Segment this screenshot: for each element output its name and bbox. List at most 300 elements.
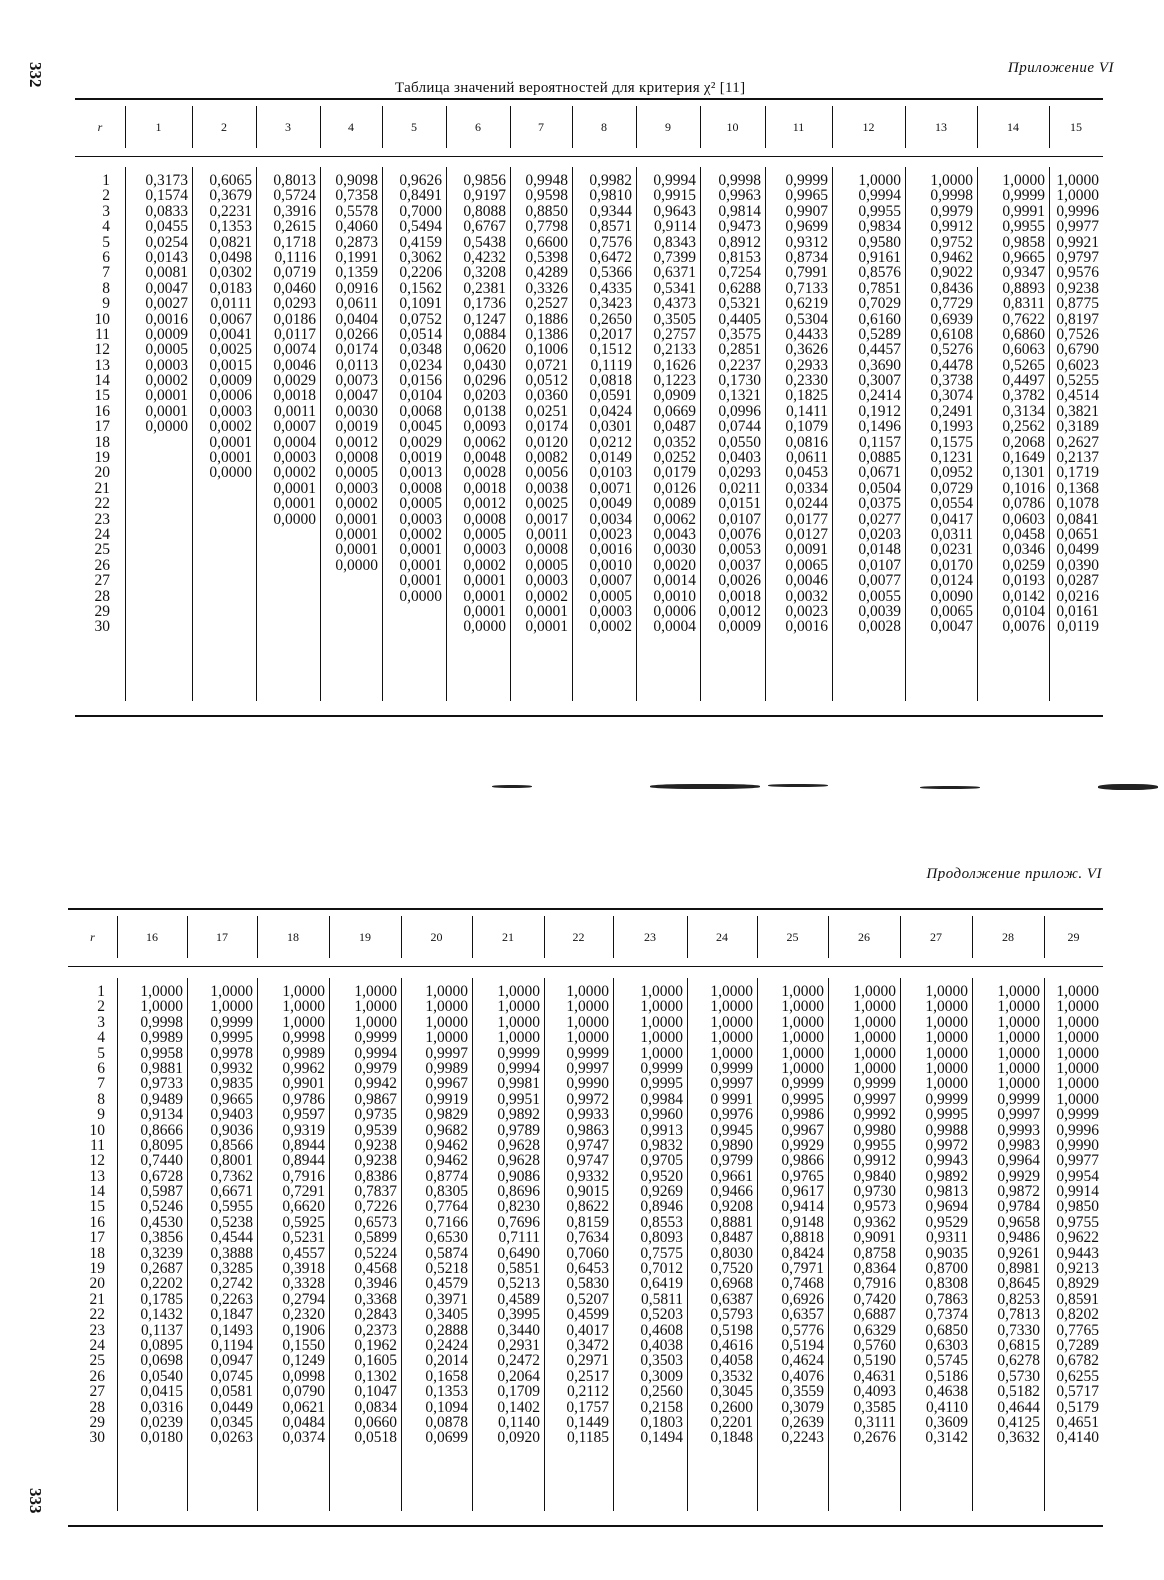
table-cell: 1,0000 (1056, 983, 1099, 1000)
table-cell: 0,9856 (463, 172, 506, 189)
table-cell: 0,0698 (140, 1352, 183, 1370)
table-cell: 0,0000 (335, 556, 378, 574)
table-cell: 0,5304 (785, 310, 828, 328)
table-cell: 0,1249 (282, 1352, 325, 1370)
table-cell: 0,0231 (930, 541, 973, 559)
table-cell: 0,0375 (858, 495, 901, 513)
table-cell: 0,9892 (497, 1106, 540, 1124)
table-cell: 0,0027 (145, 295, 188, 313)
table-cell: 0,8881 (710, 1213, 753, 1231)
table-cell: 0,5730 (997, 1367, 1040, 1385)
table-cell: 0,2158 (640, 1398, 683, 1416)
table-cell: 0,8700 (925, 1260, 968, 1278)
row-number: 26 (89, 1367, 105, 1385)
table-cell: 1,0000 (853, 1013, 896, 1031)
table-cell: 0,9976 (710, 1106, 753, 1124)
table-cell: 0,0621 (282, 1398, 325, 1416)
table-cell: 0,9914 (1056, 1183, 1099, 1201)
column-values (832, 173, 901, 635)
table-cell: 0,0001 (145, 387, 188, 405)
table-cell: 0,2600 (710, 1398, 753, 1416)
table-cell: 0,2560 (640, 1383, 683, 1401)
column-values (1049, 173, 1099, 635)
table-cell: 0,8436 (930, 279, 973, 297)
table-cell: 0,0699 (425, 1429, 468, 1447)
table-cell: 0,0148 (858, 541, 901, 559)
table-cell: 0,8491 (399, 187, 442, 205)
table-cell: 0,9489 (140, 1090, 183, 1108)
table-cell: 0,0091 (785, 541, 828, 559)
column-values (687, 984, 753, 1446)
table-cell: 0,9462 (425, 1152, 468, 1170)
table-cell: 0,7374 (925, 1306, 968, 1324)
table-cell: 0,0090 (930, 587, 973, 605)
row-number: 3 (97, 1013, 105, 1031)
row-number: 13 (94, 356, 110, 374)
table-cell: 0,0177 (785, 510, 828, 528)
table-cell: 0,1550 (282, 1336, 325, 1354)
table-cell: 0,9999 (566, 1044, 609, 1062)
table-cell: 0,8364 (853, 1260, 896, 1278)
table-cell: 0,1993 (930, 418, 973, 436)
table-cell: 1,0000 (853, 1059, 896, 1077)
row-number: 27 (89, 1383, 105, 1401)
table-cell: 0,0346 (1002, 541, 1045, 559)
table-cell: 0,9022 (930, 264, 973, 282)
table-cell: 0,4289 (525, 264, 568, 282)
table-cell: 0,0003 (335, 479, 378, 497)
table-cell: 0,6939 (930, 310, 973, 328)
table-cell: 0,0790 (282, 1383, 325, 1401)
table-cell: 0,9997 (997, 1106, 1040, 1124)
column-values (900, 984, 968, 1446)
table-cell: 0,0062 (463, 433, 506, 451)
table-cell: 0,9994 (653, 172, 696, 189)
table-cell: 0,6065 (209, 172, 252, 189)
table-cell: 0,0000 (209, 464, 252, 482)
table-cell: 0,8013 (273, 172, 316, 189)
table-cell: 0,0067 (209, 310, 252, 328)
table-cell: 0,5987 (140, 1183, 183, 1201)
row-number: 16 (89, 1213, 105, 1231)
table-cell: 0,3074 (930, 387, 973, 405)
table-cell: 0,9963 (718, 187, 761, 205)
table-cell: 0,0015 (209, 356, 252, 374)
table-cell: 0,9999 (1002, 187, 1045, 205)
table-cell: 1,0000 (1056, 1075, 1099, 1093)
table-cell: 0,3423 (589, 295, 632, 313)
table-cell: 0,9972 (566, 1090, 609, 1108)
table-cell: 0,1353 (425, 1383, 468, 1401)
table-cell: 0,0390 (1056, 556, 1099, 574)
table-cell: 0,9992 (853, 1106, 896, 1124)
table-cell: 0,9858 (1002, 233, 1045, 251)
table-cell: 0,9261 (997, 1244, 1040, 1262)
table-cell: 0,0179 (653, 464, 696, 482)
column-header: 19 (359, 930, 371, 944)
table-cell: 0,0104 (1002, 602, 1045, 620)
row-number: 7 (102, 264, 110, 282)
table-cell: 0,9705 (640, 1152, 683, 1170)
table-cell: 0,9972 (925, 1136, 968, 1154)
table-cell: 0,4232 (463, 248, 506, 266)
table-cell: 0,0056 (525, 464, 568, 482)
table-cell: 0,6728 (140, 1167, 183, 1185)
table-cell: 0,4017 (566, 1321, 609, 1339)
row-number: 4 (97, 1029, 105, 1047)
table-cell: 0,9999 (354, 1029, 397, 1047)
row-number: 16 (94, 402, 110, 420)
table-cell: 0,9752 (930, 233, 973, 251)
table-cell: 1,0000 (425, 1029, 468, 1047)
table-cell: 0,4497 (1002, 372, 1045, 390)
table-cell: 0,4335 (589, 279, 632, 297)
table-cell: 0,0019 (399, 449, 442, 467)
table-cell: 0,0821 (209, 233, 252, 251)
table-cell: 0,2133 (653, 341, 696, 359)
table-cell: 0,0008 (335, 449, 378, 467)
table-cell: 1,0000 (1056, 1059, 1099, 1077)
table-cell: 0,0002 (145, 372, 188, 390)
table-cell: 0,0744 (718, 418, 761, 436)
table-cell: 1,0000 (640, 1044, 683, 1062)
table-cell: 0,8666 (140, 1121, 183, 1139)
table-cell: 0,0003 (209, 402, 252, 420)
table-cell: 1,0000 (997, 983, 1040, 1000)
table-cell: 0,9213 (1056, 1260, 1099, 1278)
table-cell: 0,9994 (354, 1044, 397, 1062)
table-cell: 0,3679 (209, 187, 252, 205)
table-cell: 0,0002 (399, 525, 442, 543)
table-cell: 0,3062 (399, 248, 442, 266)
column-header: 22 (572, 930, 585, 944)
column-values (1044, 984, 1099, 1446)
table-cell: 0,1353 (209, 218, 252, 236)
table-cell: 1,0000 (710, 1044, 753, 1062)
table-cell: 0,0816 (785, 433, 828, 451)
table-cell: 0,9238 (1056, 279, 1099, 297)
table-cell: 0,1719 (1056, 464, 1099, 482)
table-cell: 0,3472 (566, 1336, 609, 1354)
table-cell: 0,1494 (640, 1429, 683, 1447)
column-header: 14 (1007, 120, 1019, 134)
row-number: 20 (94, 464, 110, 482)
table-cell: 0,0885 (858, 449, 901, 467)
table-cell: 0,0334 (785, 479, 828, 497)
table-cell: 0,0721 (525, 356, 568, 374)
table-cell: 0,8850 (525, 202, 568, 220)
table-cell: 0,9995 (781, 1090, 824, 1108)
table-cell: 0,3585 (853, 1398, 896, 1416)
table-cell: 0,1574 (145, 187, 188, 205)
table-cell: 0,2243 (781, 1429, 824, 1447)
table-bottom-rule (75, 715, 1103, 717)
table-cell: 0,8893 (1002, 279, 1045, 297)
table-cell: 0,0002 (525, 587, 568, 605)
table-cell: 0,8981 (997, 1260, 1040, 1278)
table-cell: 0,0193 (1002, 572, 1045, 590)
table-cell: 0,0449 (210, 1398, 253, 1416)
table-cell: 0,9960 (640, 1106, 683, 1124)
table-cell: 0,0047 (930, 618, 973, 636)
row-number: 14 (89, 1183, 105, 1201)
table-cell: 0,5899 (354, 1229, 397, 1247)
table-cell: 1,0000 (710, 998, 753, 1016)
table-cell: 0,9912 (853, 1152, 896, 1170)
table-cell: 1,0000 (425, 1013, 468, 1031)
table-cell: 0,0008 (399, 479, 442, 497)
appendix-label: Приложение VI (1007, 60, 1114, 76)
table-cell: 0,9929 (997, 1167, 1040, 1185)
column-values (510, 173, 568, 635)
table-cell: 0,5851 (497, 1260, 540, 1278)
table-cell: 0,2971 (566, 1352, 609, 1370)
table-cell: 0,3856 (140, 1229, 183, 1247)
table-cell: 0,2202 (140, 1275, 183, 1293)
table-cell: 0,0920 (497, 1429, 540, 1447)
table-cell: 0,0005 (145, 341, 188, 359)
table-cell: 0,7634 (566, 1229, 609, 1247)
row-number: 14 (94, 372, 110, 390)
table-cell: 0,0002 (335, 495, 378, 513)
scan-smudge (1098, 784, 1158, 790)
table-cell: 0,8818 (781, 1229, 824, 1247)
table-cell: 0,0005 (463, 525, 506, 543)
row-number: 9 (97, 1106, 105, 1124)
table-cell: 0,2112 (566, 1383, 609, 1401)
table-cell: 0,5811 (640, 1290, 683, 1308)
table-cell: 1,0000 (781, 983, 824, 1000)
table-cell: 0,9658 (997, 1213, 1040, 1231)
table-cell: 0,0003 (589, 602, 632, 620)
table-cell: 0,0424 (589, 402, 632, 420)
column-header: 25 (786, 930, 799, 944)
table-cell: 0,0012 (718, 602, 761, 620)
column-values (472, 984, 540, 1446)
table-cell: 0,0345 (210, 1413, 253, 1431)
table-cell: 0,9958 (140, 1044, 183, 1062)
table-cell: 0,4557 (282, 1244, 325, 1262)
table-cell: 0,9036 (210, 1121, 253, 1139)
table-cell: 0,6573 (354, 1213, 397, 1231)
table-cell: 0,4093 (853, 1383, 896, 1401)
table-cell: 0,0293 (718, 464, 761, 482)
table-cell: 0,9979 (930, 202, 973, 220)
table-cell: 0,1194 (210, 1336, 253, 1354)
table-cell: 0,9977 (1056, 1152, 1099, 1170)
table-cell: 0,1157 (858, 433, 901, 451)
table-cell: 0,6490 (497, 1244, 540, 1262)
table-cell: 0,9907 (785, 202, 828, 220)
table-cell: 0,8343 (653, 233, 696, 251)
table-cell: 0,5255 (1056, 372, 1099, 390)
table-cell: 0,1906 (282, 1321, 325, 1339)
table-cell: 0,0047 (145, 279, 188, 297)
row-number: 28 (94, 587, 110, 605)
column-header: 27 (930, 930, 942, 944)
table-cell: 0,0126 (653, 479, 696, 497)
table-cell: 0,5321 (718, 295, 761, 313)
table-cell: 0,1079 (785, 418, 828, 436)
table-cell: 0,4579 (425, 1275, 468, 1293)
table-cell: 0,9747 (566, 1152, 609, 1170)
table-cell: 0,9755 (1056, 1213, 1099, 1231)
row-number: 1 (97, 983, 105, 1000)
table-cell: 0,9797 (1056, 248, 1099, 266)
table-cell: 0,0348 (399, 341, 442, 359)
table-cell: 0,7029 (858, 295, 901, 313)
table-cell: 0,0404 (335, 310, 378, 328)
table-cell: 0,0032 (785, 587, 828, 605)
table-cell: 0,9954 (1056, 1167, 1099, 1185)
table-cell: 0,8253 (997, 1290, 1040, 1308)
table-cell: 0,9995 (210, 1029, 253, 1047)
table-cell: 0,2237 (718, 356, 761, 374)
table-cell: 0,0001 (273, 495, 316, 513)
table-cell: 0,0018 (718, 587, 761, 605)
table-cell: 0,0149 (589, 449, 632, 467)
table-cell: 0,9997 (853, 1090, 896, 1108)
table-cell: 0,8553 (640, 1213, 683, 1231)
table-cell: 0,1301 (1002, 464, 1045, 482)
table-cell: 0,9661 (710, 1167, 753, 1185)
table-cell: 0,6219 (785, 295, 828, 313)
table-cell: 0,2627 (1056, 433, 1099, 451)
table-cell: 0,3782 (1002, 387, 1045, 405)
column-header: 28 (1002, 930, 1014, 944)
table-cell: 0,9988 (925, 1121, 968, 1139)
row-number: 4 (102, 218, 110, 236)
table-cell: 0,9098 (335, 172, 378, 189)
table-cell: 0,0103 (589, 464, 632, 482)
table-cell: 0,1047 (354, 1383, 397, 1401)
table-cell: 0,9998 (282, 1029, 325, 1047)
table-cell: 0,3328 (282, 1275, 325, 1293)
table-cell: 0,0403 (718, 449, 761, 467)
table-cell: 1,0000 (781, 998, 824, 1016)
table-cell: 0,7765 (1056, 1321, 1099, 1339)
table-cell: 0,9997 (710, 1075, 753, 1093)
table-cell: 0,0138 (463, 402, 506, 420)
table-cell: 1,0000 (566, 983, 609, 1000)
row-number: 2 (97, 998, 105, 1016)
table-cell: 1,0000 (925, 1013, 968, 1031)
table-cell: 1,0000 (1056, 1013, 1099, 1031)
table-cell: 0,0023 (589, 525, 632, 543)
table-cell: 0,5578 (335, 202, 378, 220)
row-numbers (77, 984, 105, 1446)
table-cell: 0,9997 (425, 1044, 468, 1062)
table-cell: 0,6160 (858, 310, 901, 328)
table-cell: 0,9915 (653, 187, 696, 205)
table-cell: 0,9319 (282, 1121, 325, 1139)
row-number: 30 (94, 618, 110, 636)
table-top-rule (75, 98, 1103, 100)
row-number: 22 (94, 495, 110, 513)
table-cell: 0,0458 (1002, 525, 1045, 543)
table-cell: 0,0018 (463, 479, 506, 497)
table-cell: 0,1803 (640, 1413, 683, 1431)
table-cell: 0,0082 (525, 449, 568, 467)
table-cell: 0,9789 (497, 1121, 540, 1139)
table-cell: 0,5793 (710, 1306, 753, 1324)
table-cell: 0,0719 (273, 264, 316, 282)
table-cell: 0,0009 (209, 372, 252, 390)
table-cell: 0,3916 (273, 202, 316, 220)
table-cell: 0,0504 (858, 479, 901, 497)
table-cell: 0,0203 (463, 387, 506, 405)
table-cell: 0,0028 (858, 618, 901, 636)
table-cell: 1,0000 (140, 983, 183, 1000)
scan-smudge (650, 784, 760, 789)
table-cell: 0,6387 (710, 1290, 753, 1308)
table-cell: 0,0752 (399, 310, 442, 328)
table-cell: 1,0000 (640, 1013, 683, 1031)
table-cell: 0,0352 (653, 433, 696, 451)
table-cell: 0,0019 (335, 418, 378, 436)
column-header: 13 (935, 120, 947, 134)
row-numbers (82, 173, 110, 635)
table-cell: 0,1247 (463, 310, 506, 328)
table-cell: 0,9955 (1002, 218, 1045, 236)
table-cell: 0,0263 (210, 1429, 253, 1447)
table-cell: 0,6255 (1056, 1367, 1099, 1385)
column-values (636, 173, 696, 635)
table-cell: 0,2517 (566, 1367, 609, 1385)
table-cell: 0,9311 (925, 1229, 968, 1247)
table-cell: 0,0430 (463, 356, 506, 374)
table-cell: 0,0186 (273, 310, 316, 328)
table-cell: 0,7837 (354, 1183, 397, 1201)
table-cell: 0,0252 (653, 449, 696, 467)
table-cell: 0,0000 (463, 618, 506, 636)
table-cell: 0,0417 (930, 510, 973, 528)
table-cell: 0,9814 (718, 202, 761, 220)
table-cell: 0,9580 (858, 233, 901, 251)
table-cell: 0,1411 (785, 402, 828, 420)
table-cell: 1,0000 (282, 1013, 325, 1031)
table-cell: 0,0514 (399, 325, 442, 343)
table-cell: 0,6850 (925, 1321, 968, 1339)
table-cell: 0,9994 (858, 187, 901, 205)
table-cell: 0,0007 (589, 572, 632, 590)
table-cell: 0,5717 (1056, 1383, 1099, 1401)
table-cell: 0,6023 (1056, 356, 1099, 374)
table-cell: 0,9486 (997, 1229, 1040, 1247)
table-cell: 0,4514 (1056, 387, 1099, 405)
table-cell: 0,2676 (853, 1429, 896, 1447)
table-cell: 0,0006 (209, 387, 252, 405)
table-cell: 0,0005 (589, 587, 632, 605)
table-cell: 0,8202 (1056, 1306, 1099, 1324)
table-cell: 1,0000 (640, 998, 683, 1016)
table-cell: 0,7916 (282, 1167, 325, 1185)
row-number: 2 (102, 187, 110, 205)
table-cell: 0,9989 (282, 1044, 325, 1062)
table-cell: 0,3009 (640, 1367, 683, 1385)
table-cell: 0,7520 (710, 1260, 753, 1278)
table-cell: 1,0000 (997, 1059, 1040, 1077)
table-cell: 0,8001 (210, 1152, 253, 1170)
table-cell: 0,5830 (566, 1275, 609, 1293)
table-cell: 0,2491 (930, 402, 973, 420)
column-values (977, 173, 1045, 635)
table-cell: 0,5213 (497, 1275, 540, 1293)
table-cell: 0,0077 (858, 572, 901, 590)
row-number: 11 (95, 325, 110, 343)
table-cell: 0,0554 (930, 495, 973, 513)
column-header: 29 (1067, 930, 1080, 944)
